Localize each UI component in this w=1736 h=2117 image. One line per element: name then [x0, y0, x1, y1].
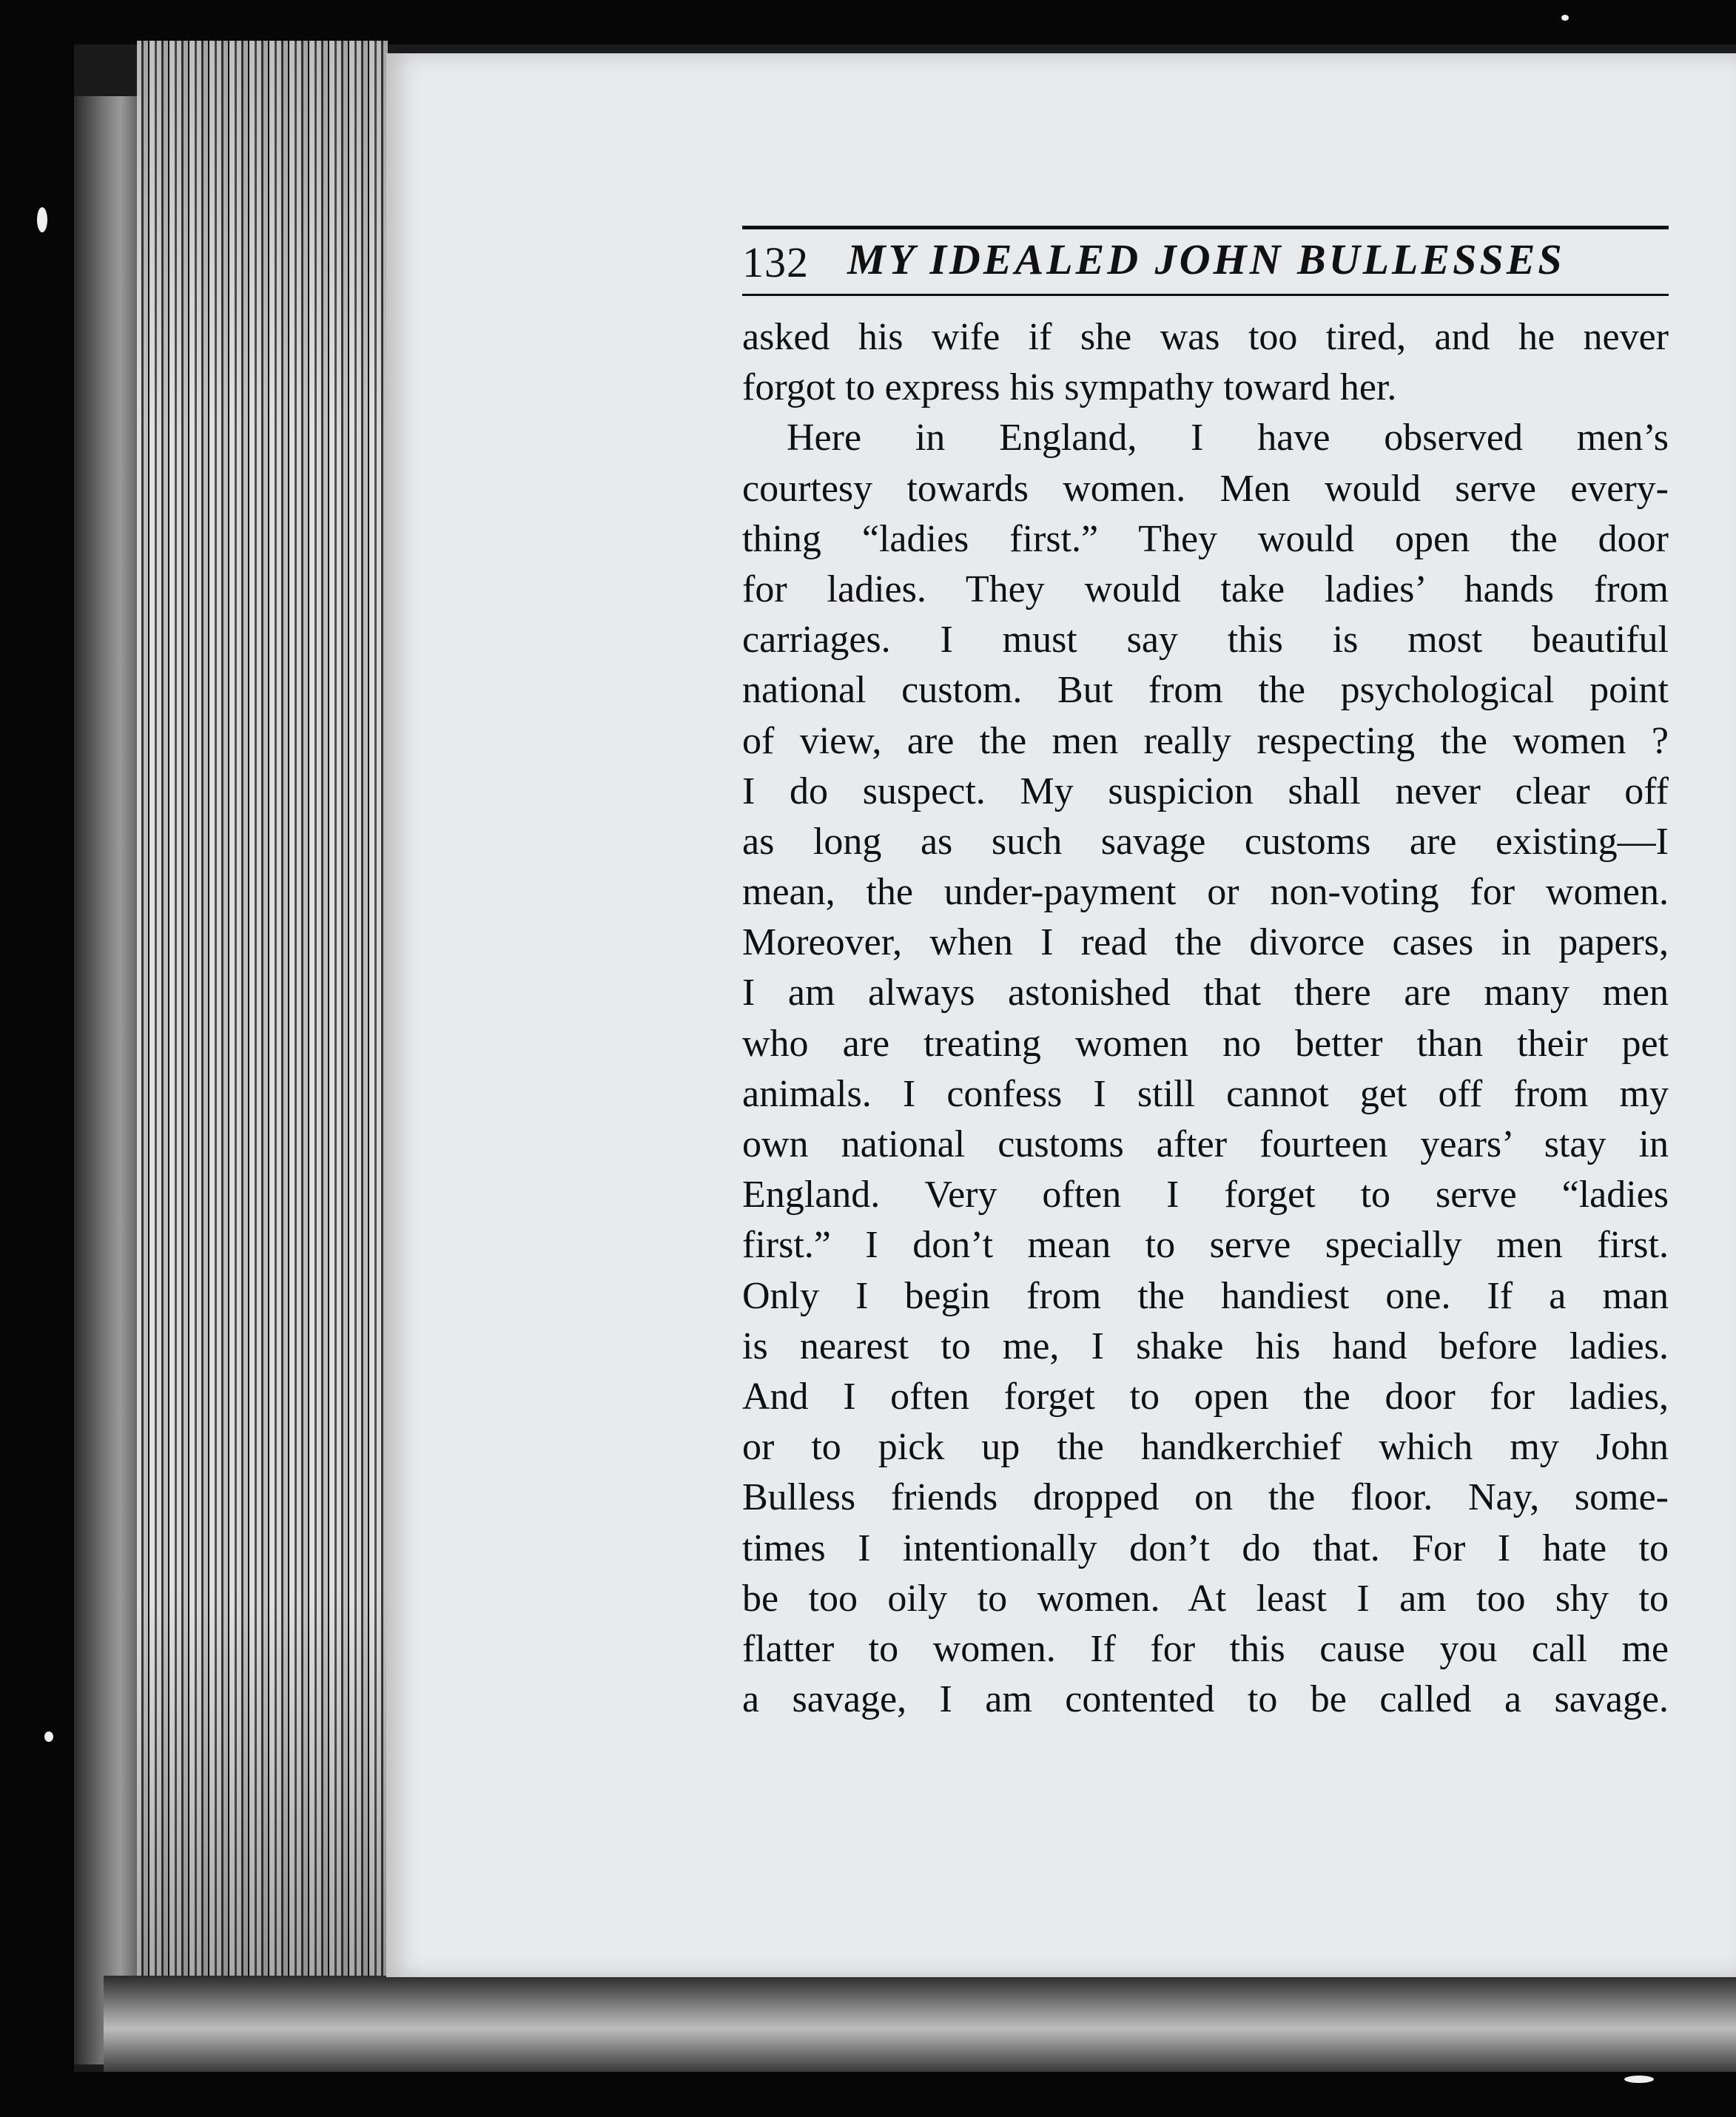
text-line: mean, the under-payment or non-voting for women.: [742, 871, 1669, 914]
text-line: forgot to express his sympathy toward her.: [742, 366, 1397, 409]
text-line: of view, are the men really respecting the women ?: [742, 719, 1669, 762]
text-line: or to pick up the handkerchief which my John: [742, 1426, 1669, 1469]
running-head: [742, 226, 1669, 300]
scan-speck: [44, 1731, 53, 1742]
text-line: England. Very often I forget to serve “ladies: [742, 1174, 1669, 1216]
running-title: MY IDEALED JOHN BULLESSES: [847, 235, 1565, 283]
text-line: animals. I confess I still cannot get off from my: [742, 1072, 1669, 1115]
text-line: for ladies. They would take ladies’ hands from: [742, 568, 1669, 610]
scan-speck: [1624, 2076, 1654, 2083]
text-line: courtesy towards women. Men would serve every-: [742, 467, 1669, 510]
book-cover-edge: [74, 96, 141, 2064]
text-line: is nearest to me, I shake his hand before ladies.: [742, 1325, 1669, 1367]
text-line: thing “ladies first.” They would open the door: [742, 517, 1669, 560]
text-line: a savage, I am contented to be called a savage.: [742, 1678, 1669, 1721]
scan-speck: [1561, 15, 1569, 21]
text-line: I do suspect. My suspicion shall never clear off: [742, 770, 1669, 812]
text-line: who are treating women no better than their pet: [742, 1022, 1669, 1065]
body-text: [742, 312, 1669, 1725]
text-line: national custom. But from the psychological point: [742, 669, 1669, 712]
text-line: carriages. I must say this is most beautiful: [742, 619, 1669, 662]
text-line: And I often forget to open the door for ladies,: [742, 1375, 1669, 1418]
text-line: Moreover, when I read the divorce cases in papers,: [742, 921, 1669, 964]
header-rule-bottom: [742, 294, 1669, 296]
text-line: flatter to women. If for this cause you call me: [742, 1627, 1669, 1670]
text-line: as long as such savage customs are existing—I: [742, 820, 1669, 863]
text-line: I am always astonished that there are many men: [742, 972, 1669, 1014]
book-bottom-edge: [104, 1976, 1736, 2072]
scan-speck: [37, 207, 47, 232]
text-line: Only I begin from the handiest one. If a man: [742, 1274, 1669, 1317]
header-rule-top: [742, 226, 1669, 229]
text-line: times I intentionally don’t do that. For I hate to: [742, 1527, 1669, 1569]
paragraph-start-line: Here in England, I have observed men’s: [787, 417, 1669, 460]
text-line: first.” I don’t mean to serve specially men first.: [742, 1224, 1669, 1267]
text-line: asked his wife if she was too tired, and he never: [742, 316, 1669, 358]
text-line: be too oily to women. At least I am too shy to: [742, 1577, 1669, 1620]
page-number: 132: [742, 238, 809, 286]
stacked-page-edges: [137, 41, 388, 1979]
text-line: Bulless friends dropped on the floor. Nay, some-: [742, 1476, 1669, 1519]
text-line: own national customs after fourteen years’ stay in: [742, 1123, 1669, 1165]
